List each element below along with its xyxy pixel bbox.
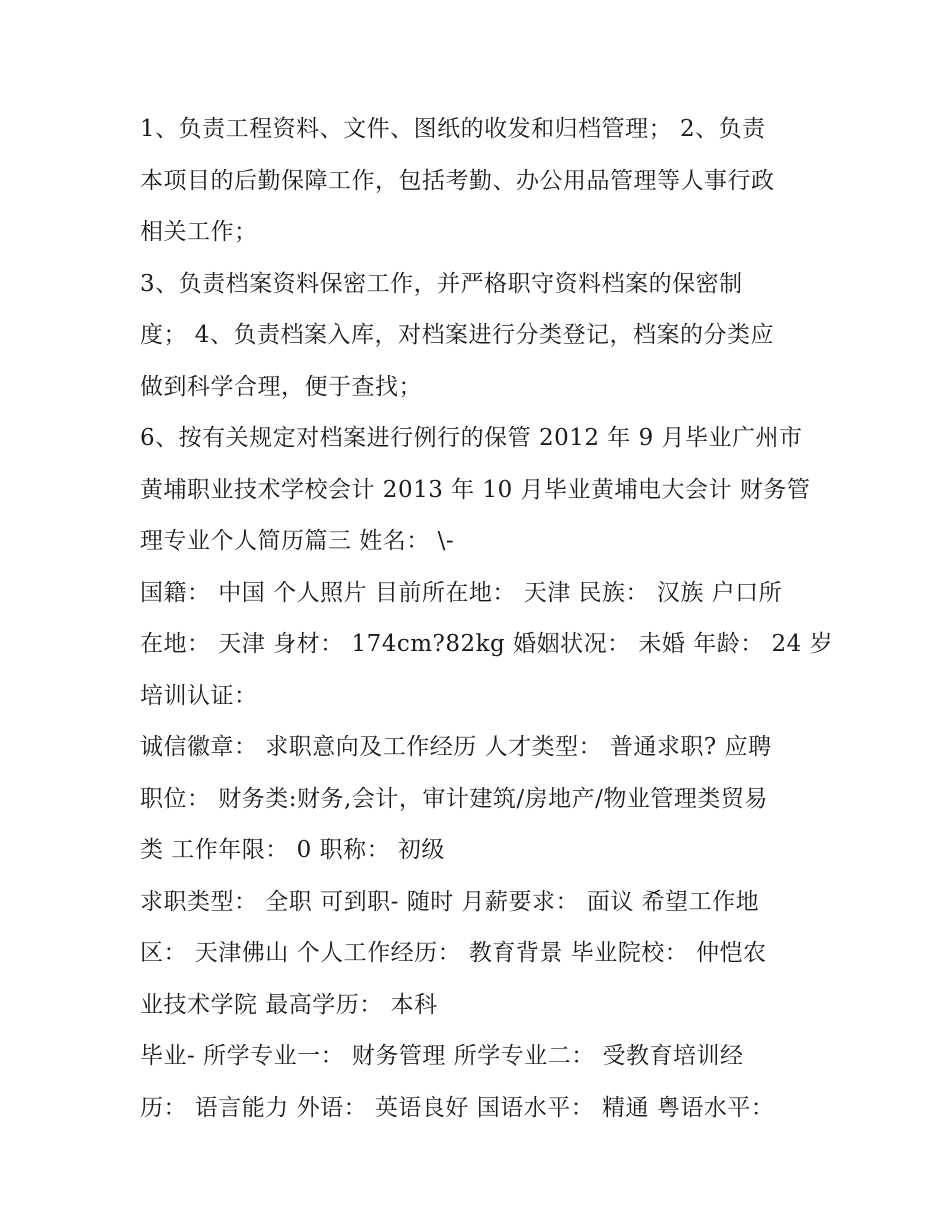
- text-line: 1、负责工程资料、文件、图纸的收发和归档管理； 2、负责: [140, 116, 766, 142]
- text-line: 职位： 财务类:财务,会计，审计建筑/房地产/物业管理类贸易: [140, 785, 768, 812]
- text-line: 培训认证：: [140, 682, 258, 709]
- text-line: 本项目的后勤保障工作，包括考勤、办公用品管理等人事行政: [140, 167, 775, 194]
- text-line: 类 工作年限： 0 职称： 初级: [140, 837, 445, 863]
- text-line: 求职类型： 全职 可到职- 随时 月薪要求： 面议 希望工作地: [140, 888, 760, 915]
- text-line: 在地： 天津 身材： 174cm?82kg 婚姻状况： 未婚 年龄： 24 岁: [140, 631, 834, 657]
- text-line: 毕业- 所学专业一： 财务管理 所学专业二： 受教育培训经: [140, 1043, 744, 1069]
- text-line: 黄埔职业技术学校会计 2013 年 10 月毕业黄埔电大会计 财务管: [140, 476, 811, 503]
- text-line: 理专业个人简历篇三 姓名： \-: [140, 528, 455, 554]
- text-line: 国籍： 中国 个人照片 目前所在地： 天津 民族： 汉族 户口所: [140, 579, 783, 606]
- text-line: 度； 4、负责档案入库，对档案进行分类登记，档案的分类应: [140, 322, 774, 348]
- text-line: 3、负责档案资料保密工作，并严格职守资料档案的保密制: [140, 270, 743, 297]
- text-line: 相关工作；: [140, 219, 258, 245]
- text-line: 历： 语言能力 外语： 英语良好 国语水平： 精通 粤语水平：: [140, 1094, 775, 1121]
- text-line: 做到科学合理，便于查找；: [140, 373, 422, 400]
- text-line: 6、按有关规定对档案进行例行的保管 2012 年 9 月毕业广州市: [140, 425, 803, 451]
- text-line: 区： 天津佛山 个人工作经历： 教育背景 毕业院校： 仲恺农: [140, 940, 767, 966]
- text-line: 诚信徽章： 求职意向及工作经历 人才类型： 普通求职? 应聘: [140, 734, 772, 760]
- text-line: 业技术学院 最高学历： 本科: [140, 991, 438, 1018]
- document-body: [140, 104, 834, 1134]
